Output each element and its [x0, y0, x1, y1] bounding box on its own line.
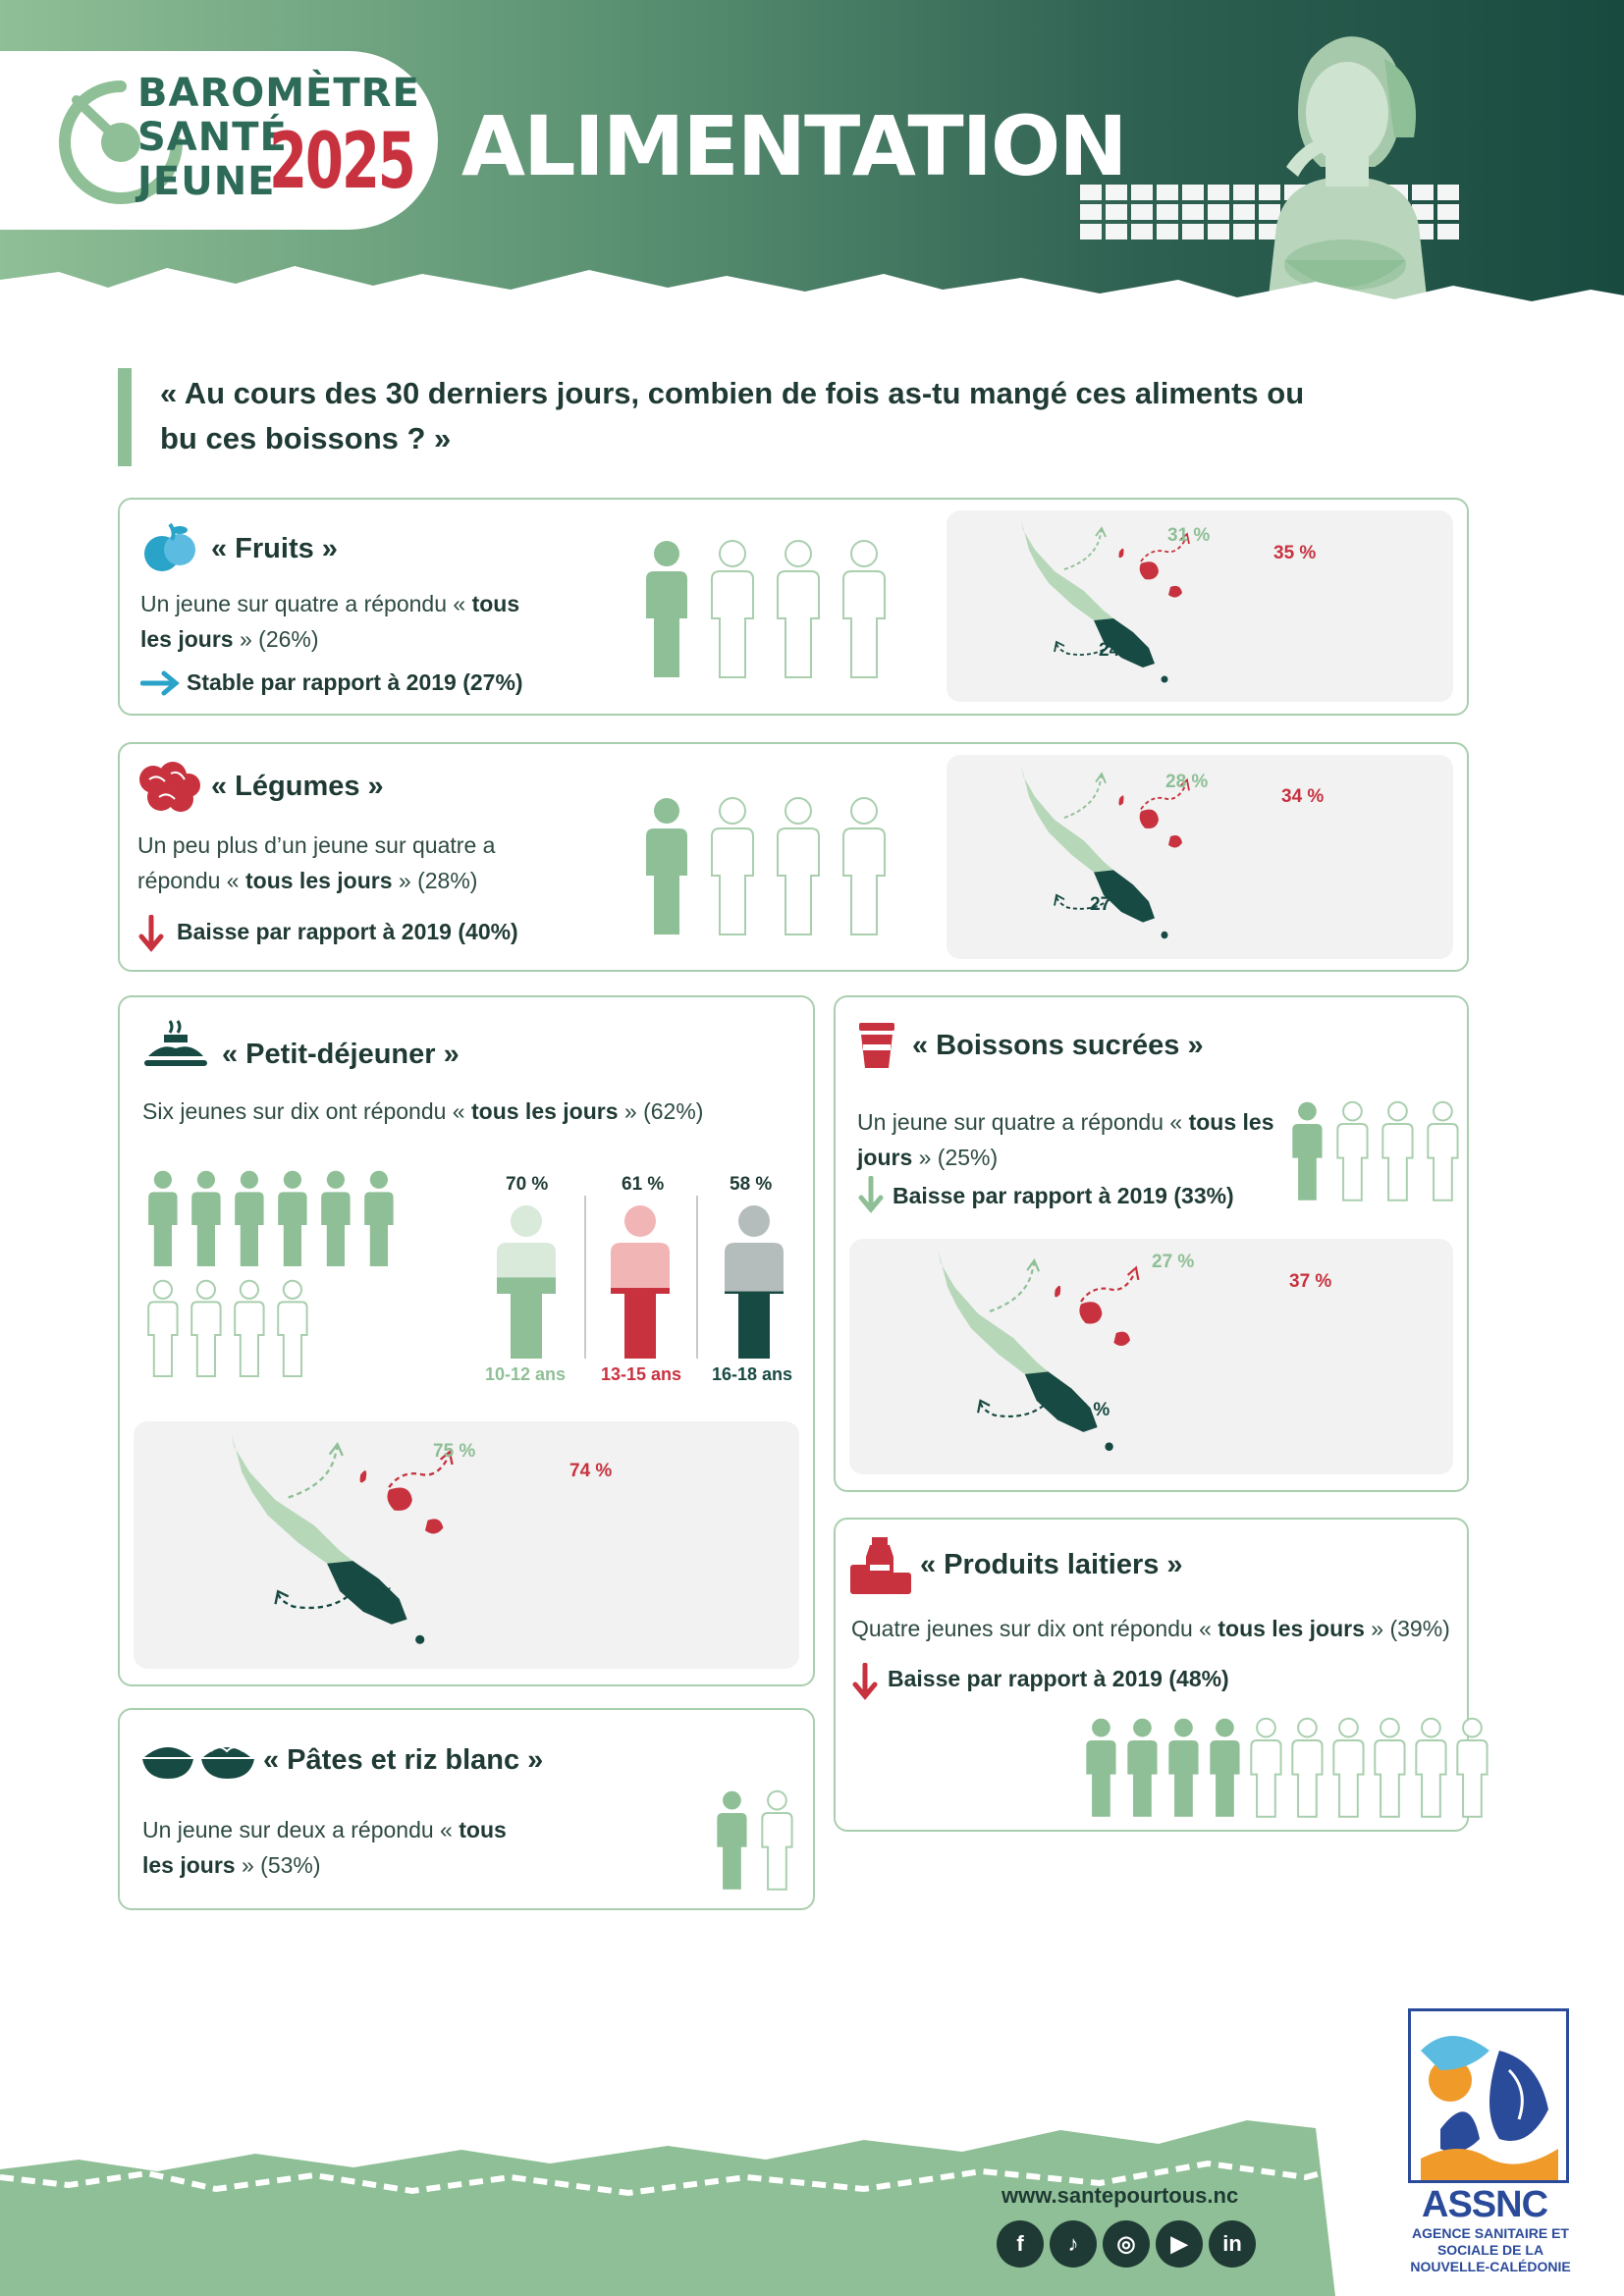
person-outline	[712, 798, 753, 934]
fruits-title: « Fruits »	[211, 533, 338, 564]
person-outline	[235, 1281, 263, 1376]
person-filled	[646, 541, 687, 677]
petit-dejeuner-pictogram	[142, 1168, 407, 1384]
person-outline	[191, 1281, 220, 1376]
petit-dejeuner-title: « Petit-déjeuner »	[222, 1039, 460, 1070]
map-islands-ouvea	[1119, 795, 1124, 805]
boissons-trend: Baisse par rapport à 2019 (33%)	[893, 1183, 1234, 1208]
arrow-down-icon	[857, 1176, 885, 1213]
logo-year: 2025	[269, 118, 414, 206]
boissons-map-north: 27 %	[1152, 1252, 1195, 1272]
arrow-down-icon	[851, 1663, 879, 1700]
person-filled	[148, 1171, 177, 1266]
age-figure	[611, 1205, 670, 1359]
person-outline	[1292, 1719, 1322, 1817]
person-outline	[1382, 1102, 1412, 1201]
assnc-acronym: ASSNC	[1422, 2184, 1548, 2225]
map-islands-mare	[1168, 586, 1182, 598]
age-pct-13-15: 61 %	[622, 1174, 665, 1195]
boissons-pictogram	[1286, 1099, 1473, 1207]
footer-torn-band	[0, 2061, 1624, 2296]
legumes-map-north: 28 %	[1165, 772, 1209, 792]
petit-dejeuner-map-south: 58 %	[352, 1585, 395, 1606]
boissons-map-south: 23 %	[1067, 1400, 1110, 1420]
petit-dejeuner-map-north: 75 %	[433, 1441, 476, 1462]
legumes-description: Un peu plus d’un jeune sur quatre a répondu « tous les jours » (28%)	[137, 832, 496, 893]
fruits-map-south: 24 %	[1099, 640, 1142, 661]
person-filled	[235, 1171, 263, 1266]
person-filled	[1168, 1719, 1198, 1817]
age-label-16-18: 16-18 ans	[712, 1364, 793, 1384]
person-outline	[778, 541, 819, 677]
survey-question: « Au cours des 30 derniers jours, combien de fois as-tu mangé ces aliments ou bu ces boissons ? »	[160, 376, 1305, 455]
pates-title: « Pâtes et riz blanc »	[263, 1744, 544, 1776]
soda-cup-icon	[857, 1021, 896, 1070]
logo-text-jeune: JEUNE	[137, 159, 276, 204]
tiktok-icon[interactable]: ♪	[1050, 2220, 1097, 2268]
person-outline	[1375, 1719, 1404, 1817]
linkedin-icon[interactable]: in	[1209, 2220, 1256, 2268]
torn-paper-edge	[0, 250, 1624, 324]
age-group-figures	[471, 1196, 805, 1362]
laitiers-trend: Baisse par rapport à 2019 (48%)	[888, 1666, 1229, 1691]
person-outline	[778, 798, 819, 934]
breakfast-icon	[142, 1017, 209, 1076]
assnc-emblem-icon	[1411, 2011, 1566, 2180]
person-filled	[364, 1171, 393, 1266]
fruits-icon	[140, 518, 199, 577]
person-outline	[1333, 1719, 1363, 1817]
petit-dejeuner-map-islands: 74 %	[569, 1461, 613, 1481]
age-pct-16-18: 58 %	[730, 1174, 773, 1195]
fruits-map-islands: 35 %	[1273, 543, 1317, 563]
rice-pasta-bowls-icon	[140, 1734, 258, 1783]
legumes-title: « Légumes »	[211, 771, 384, 802]
person-outline	[1457, 1719, 1487, 1817]
person-filled	[646, 798, 687, 934]
laitiers-description: Quatre jeunes sur dix ont répondu « tous les jours » (39%)	[851, 1616, 1450, 1641]
legumes-map-south: 27 %	[1090, 894, 1133, 915]
person-filled	[278, 1171, 306, 1266]
pates-description: Un jeune sur deux a répondu « tous les jours » (53%)	[142, 1817, 507, 1878]
age-label-13-15: 13-15 ans	[601, 1364, 682, 1384]
map-islands-mare	[425, 1519, 443, 1533]
person-outline	[1428, 1102, 1457, 1201]
arrow-right-icon	[140, 670, 180, 696]
fruits-map-north: 31 %	[1167, 525, 1211, 546]
assnc-logo	[1408, 2008, 1569, 2183]
petit-dejeuner-description: Six jeunes sur dix ont répondu « tous les jours » (62%)	[142, 1098, 704, 1124]
person-filled	[1210, 1719, 1239, 1817]
age-figure	[725, 1205, 784, 1359]
age-figure	[497, 1205, 556, 1359]
person-outline	[1337, 1102, 1367, 1201]
map-islands-ouvea	[1055, 1286, 1060, 1298]
vegetables-icon	[135, 760, 202, 815]
person-outline	[278, 1281, 306, 1376]
age-pct-10-12: 70 %	[506, 1174, 549, 1195]
logo-text-sante: SANTÉ	[137, 115, 288, 160]
legumes-map-islands: 34 %	[1281, 786, 1325, 807]
boissons-title: « Boissons sucrées »	[912, 1030, 1204, 1061]
map-islands-lifou	[1079, 1302, 1102, 1323]
legumes-trend: Baisse par rapport à 2019 (40%)	[177, 919, 518, 944]
map-islands-lifou	[387, 1487, 411, 1510]
person-outline	[148, 1281, 177, 1376]
age-label-10-12: 10-12 ans	[485, 1364, 567, 1384]
arrow-down-icon	[137, 915, 165, 952]
map-islands-mare	[1168, 835, 1182, 847]
person-filled	[1127, 1719, 1157, 1817]
website-link[interactable]: www.santepourtous.nc	[1001, 2183, 1239, 2208]
instagram-icon[interactable]: ◎	[1103, 2220, 1150, 2268]
person-outline	[712, 541, 753, 677]
map-islands-ouvea	[1119, 549, 1124, 558]
arrow-islands	[1081, 1272, 1135, 1302]
logo-text-barometre: BAROMÈTRE	[137, 71, 420, 116]
person-outline	[843, 798, 885, 934]
person-filled	[717, 1791, 746, 1890]
person-filled	[321, 1171, 350, 1266]
facebook-icon[interactable]: f	[997, 2220, 1044, 2268]
person-filled	[191, 1171, 220, 1266]
map-islands-lifou	[1140, 561, 1159, 579]
laitiers-title: « Produits laitiers »	[920, 1549, 1183, 1580]
boissons-province-map	[849, 1239, 1453, 1474]
pates-pictogram	[711, 1789, 799, 1896]
dairy-products-icon	[848, 1535, 913, 1596]
question-accent-bar	[118, 368, 132, 466]
map-islands-lifou	[1140, 810, 1159, 828]
person-filled	[1292, 1102, 1322, 1201]
page-title: ALIMENTATION	[461, 98, 1126, 194]
person-outline	[1416, 1719, 1445, 1817]
legumes-pictogram	[638, 795, 903, 952]
fruits-pictogram	[638, 538, 903, 695]
person-outline	[1251, 1719, 1280, 1817]
assnc-full-name: AGENCE SANITAIRE ET SOCIALE DE LA NOUVELLE-CALÉDONIE	[1410, 2225, 1571, 2274]
youtube-icon[interactable]: ▶	[1156, 2220, 1203, 2268]
map-islands-mare	[1113, 1332, 1130, 1346]
fruits-trend: Stable par rapport à 2019 (27%)	[187, 669, 523, 695]
fruits-description: Un jeune sur quatre a répondu « tous les jours » (26%)	[140, 591, 520, 652]
boissons-map-islands: 37 %	[1289, 1271, 1332, 1292]
person-filled	[1086, 1719, 1115, 1817]
laitiers-pictogram	[1080, 1716, 1502, 1824]
boissons-description: Un jeune sur quatre a répondu « tous les jours » (25%)	[857, 1109, 1274, 1170]
map-islands-ouvea	[360, 1470, 367, 1482]
person-outline	[843, 541, 885, 677]
person-outline	[762, 1791, 791, 1890]
